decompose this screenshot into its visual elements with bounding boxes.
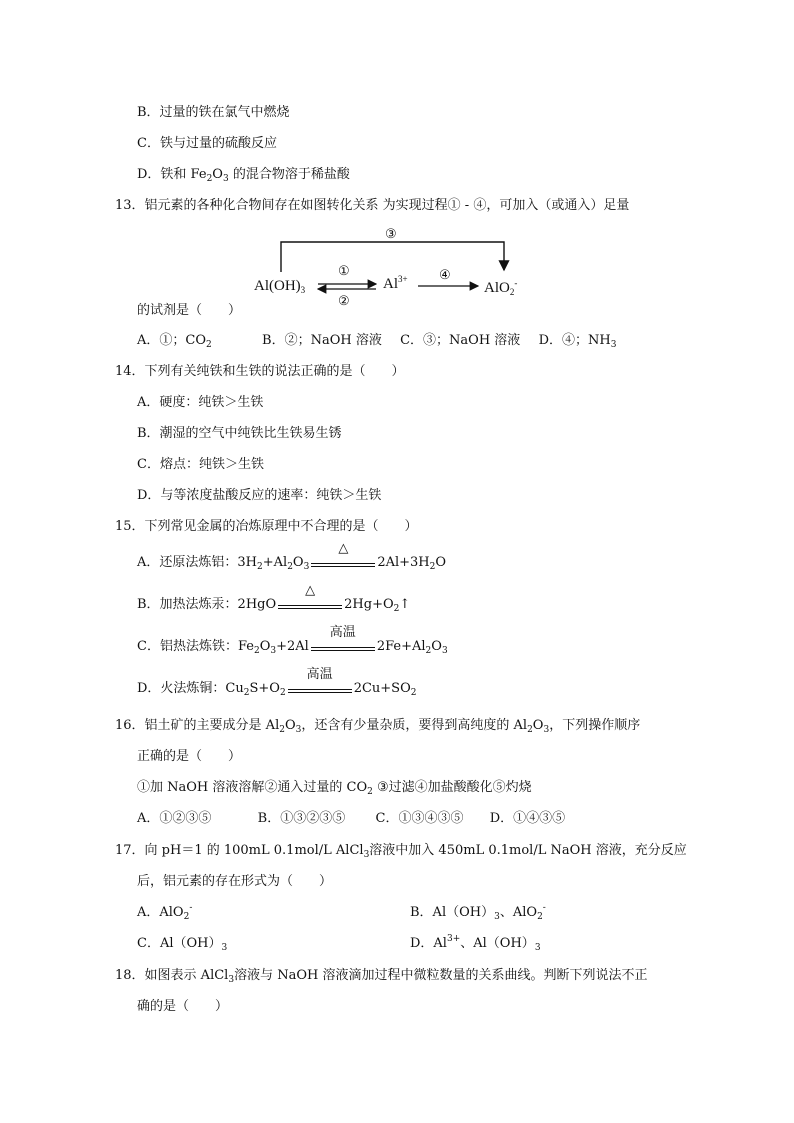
q13-diagram-arrows [250,228,550,312]
step2-label: ② [338,294,350,309]
step4-label: ④ [439,268,451,283]
q13-stem: 13．铝元素的各种化合物间存在如图转化关系 为实现过程① - ④，可加入（或通入）足量 [115,198,630,213]
q14-option-d: D．与等浓度盐酸反应的速率：纯铁＞生铁 [137,488,382,503]
aluminate-label: AlO$_2$- [484,278,518,297]
high-temp-condition: 高温 [309,638,377,656]
q16-option-a: A．①②③⑤ [137,811,212,826]
q18-stem: 18．如图表示 AlCl$_3$溶液与 NaOH 溶液滴加过程中微粒数量的关系曲线。判断下列说法不正 [115,968,648,985]
q16-option-d: D．①④③⑤ [489,811,566,826]
q16-stem: 16．铝土矿的主要成分是 $Al_2O_3$，还含有少量杂质，要得到高纯度的 $Al_2O_3$，下列操作顺序 [115,718,641,735]
q16-stem-continued: 正确的是（ ） [137,749,242,764]
q14-option-a: A．硬度：纯铁＞生铁 [137,395,264,410]
q13-option-b: B．②；NaOH 溶液 [262,333,382,348]
q15-option-a: A．还原法炼铝：$3H_2+Al_2O_3$ △ $2Al+3H_2O$ [137,541,447,572]
q15-option-d: D．火法炼铜：$Cu_2S+O_2$ 高温 $2Cu+SO_2$ [137,667,417,698]
aluminum-hydroxide-label: $Al(OH)_3$ [254,278,306,295]
q13-option-a: A．①；$CO_2$ [137,333,212,350]
aluminum-ion-label: $Al^{3+}$ [383,274,408,292]
q17-stem-continued: 后，铝元素的存在形式为（ ） [137,874,333,889]
q17-option-d: D．$Al^{3+}$、$Al(OH)_3$ [410,934,541,953]
q16-steps: ①加 NaOH 溶液溶解②通入过量的 $CO_2$ ③过滤④加盐酸酸化⑤灼烧 [137,780,532,797]
step3-arrow [281,242,504,272]
q14-stem: 14．下列有关纯铁和生铁的说法正确的是（ ） [115,364,405,379]
q13-conversion-diagram [250,228,550,312]
high-temp-condition: 高温 [286,680,354,698]
q13-option-d: D．④；$NH_3$ [538,333,617,350]
q12-option-d: D．铁和 $Fe_2O_3$ 的混合物溶于稀盐酸 [137,167,350,184]
q16-option-c: C．①③④③⑤ [375,811,464,826]
q17-stem: 17．向 pH＝1 的 100mL 0.1mol/L AlCl$_3$溶液中加入 450mL 0.1mol/L NaOH 溶液，充分反应 [115,843,687,860]
q16-options [137,810,565,828]
q17-option-a: A．AlO$_2$- [137,903,193,922]
q14-option-b: B．潮湿的空气中纯铁比生铁易生锈 [137,426,342,441]
q14-option-c: C．熔点：纯铁＞生铁 [137,457,264,472]
q13-option-c: C．③；NaOH 溶液 [400,333,521,348]
q15-option-b: B．加热法炼汞：2HgO △ $2Hg+O_2↑$ [137,583,411,614]
heat-condition: △ [309,554,377,572]
q15-option-c: C．铝热法炼铁：$Fe_2O_3+2Al$ 高温 $2Fe+Al_2O_3$ [137,625,448,656]
step1-label: ① [338,264,350,279]
q17-option-b: B．$Al(OH)_3$、AlO$_2$- [410,903,546,922]
q12-option-b: B．过量的铁在氯气中燃烧 [137,105,290,120]
q13-options [137,332,616,350]
q18-stem-continued: 确的是（ ） [137,999,229,1014]
heat-condition: △ [276,596,344,614]
q16-option-b: B．①③②③⑤ [257,811,346,826]
q17-option-c: C．$Al(OH)_3$ [137,936,228,953]
q15-stem: 15．下列常见金属的冶炼原理中不合理的是（ ） [115,519,418,534]
q13-stem-continued: 的试剂是（ ） [137,303,242,318]
step3-label: ③ [385,227,397,242]
q12-option-c: C．铁与过量的硫酸反应 [137,136,277,151]
